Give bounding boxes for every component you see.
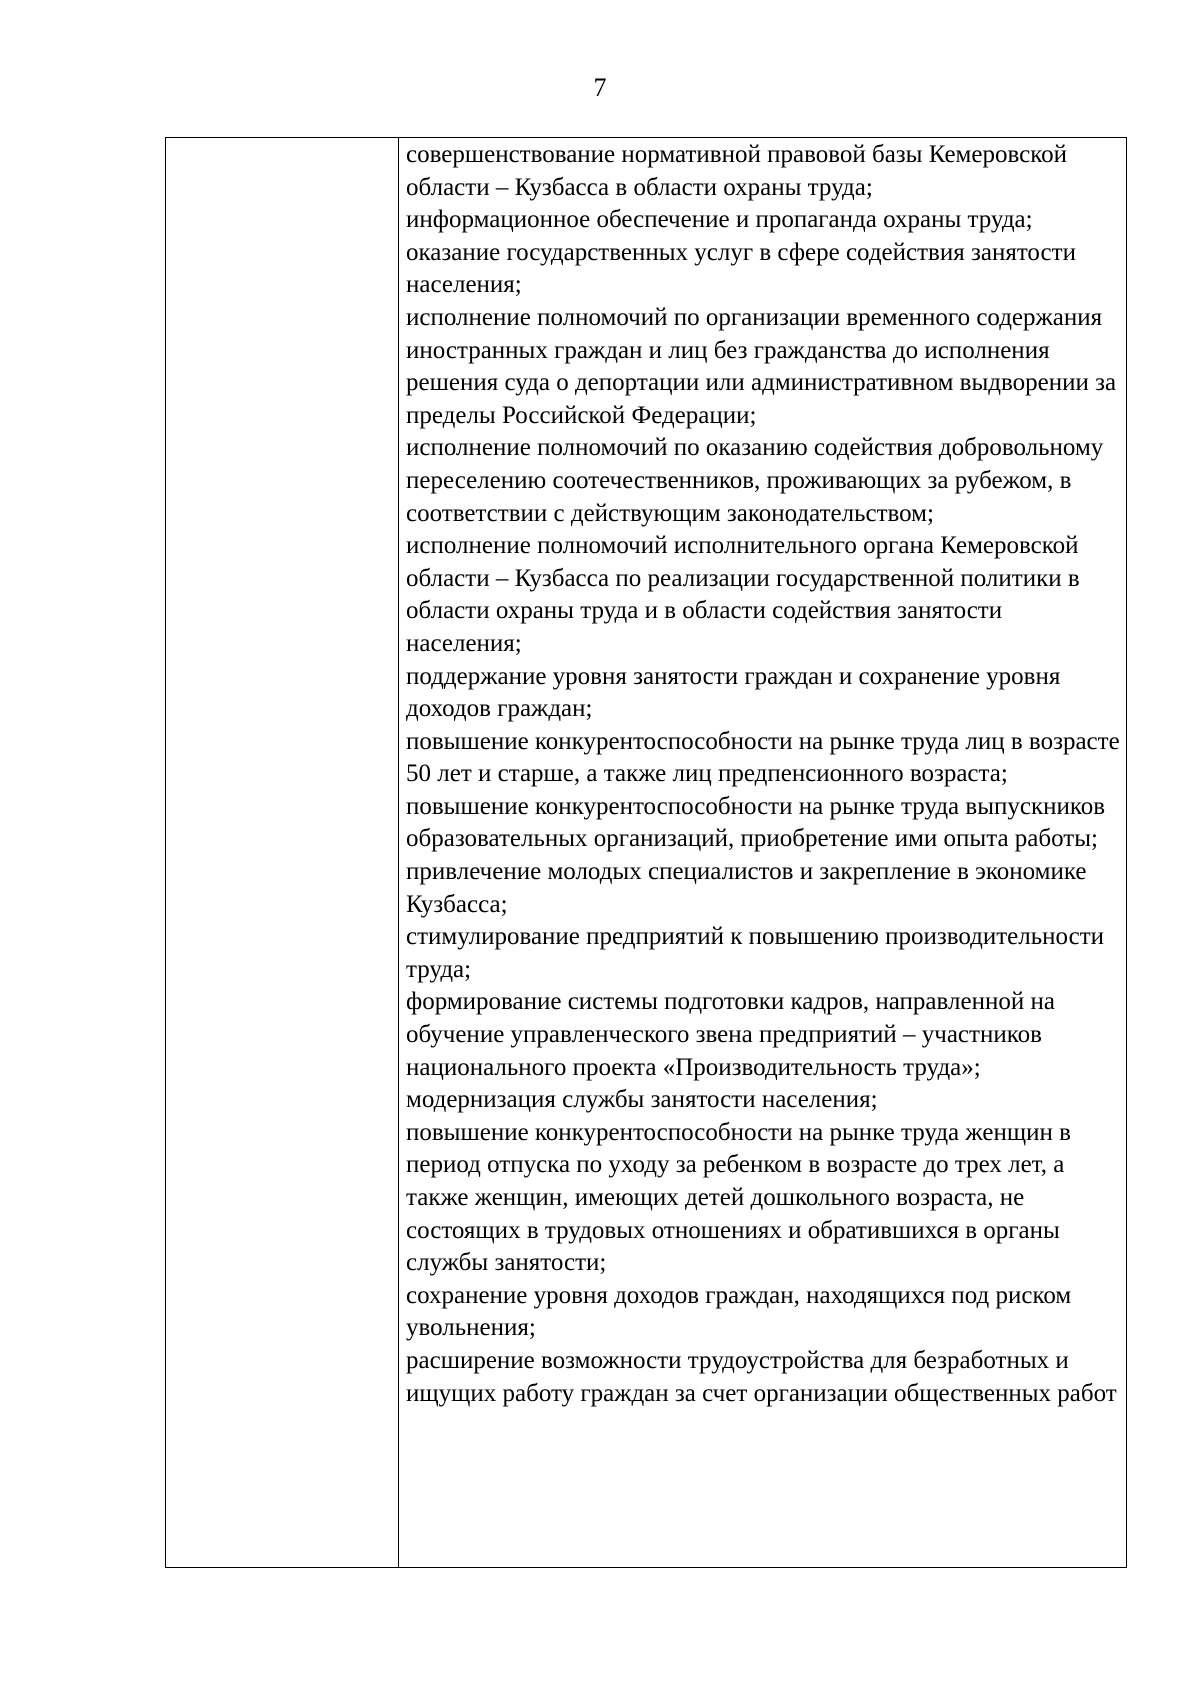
list-item: оказание государственных услуг в сфере содействия занятости населения; [406,238,1076,299]
list-item: повышение конкурентоспособности на рынке труда женщин в период отпуска по уходу за ребенком в возрасте до трех лет, а также женщин, имеющих детей дошкольного возраста, не состоящих в трудовых отношениях и обратившихся в органы службы занятости; [406,1118,1071,1277]
list-item: исполнение полномочий по организации временного содержания иностранных граждан и лиц без гражданства до исполнения решения суда о депортации или административном выдворении за пределы Российской Федерации; [406,303,1117,429]
list-item: модернизация службы занятости населения; [406,1086,878,1114]
content-table [165,137,1127,1568]
list-item: привлечение молодых специалистов и закрепление в экономике Кузбасса; [406,858,1087,918]
list-item: сохранение уровня доходов граждан, находящихся под риском увольнения; [406,1281,1072,1342]
list-item: исполнение полномочий исполнительного органа Кемеровской области – Кузбасса по реализации государственной политики в области охраны труда и в области содействия занятости населения; [406,532,1080,657]
list-item: повышение конкурентоспособности на рынке труда выпускников образовательных организаций, приобретение ими опыта работы; [406,792,1106,853]
table-left-cell [166,138,399,1567]
list-item: совершенствование нормативной правовой базы Кемеровской области – Кузбасса в области охраны труда; [406,141,1067,201]
list-item: стимулирование предприятий к повышению производительности труда; [406,923,1105,983]
list-item: расширение возможности трудоустройства для безработных и ищущих работу граждан за счет организации общественных работ [406,1346,1117,1407]
list-item: исполнение полномочий по оказанию содействия добровольному переселению соотечественников, проживающих за рубежом, в соответствии с действующим законодательством; [406,434,1104,527]
list-item: поддержание уровня занятости граждан и сохранение уровня доходов граждан; [406,662,1061,723]
table-right-cell [399,138,1126,1567]
list-item: формирование системы подготовки кадров, направленной на обучение управленческого звена предприятий – участников национального проекта «Производительность труда»; [406,988,1055,1081]
page-number: 7 [593,73,607,102]
list-item: информационное обеспечение и пропаганда охраны труда; [406,206,1033,234]
list-item: повышение конкурентоспособности на рынке труда лиц в возрасте 50 лет и старше, а также лиц предпенсионного возраста; [406,727,1120,788]
